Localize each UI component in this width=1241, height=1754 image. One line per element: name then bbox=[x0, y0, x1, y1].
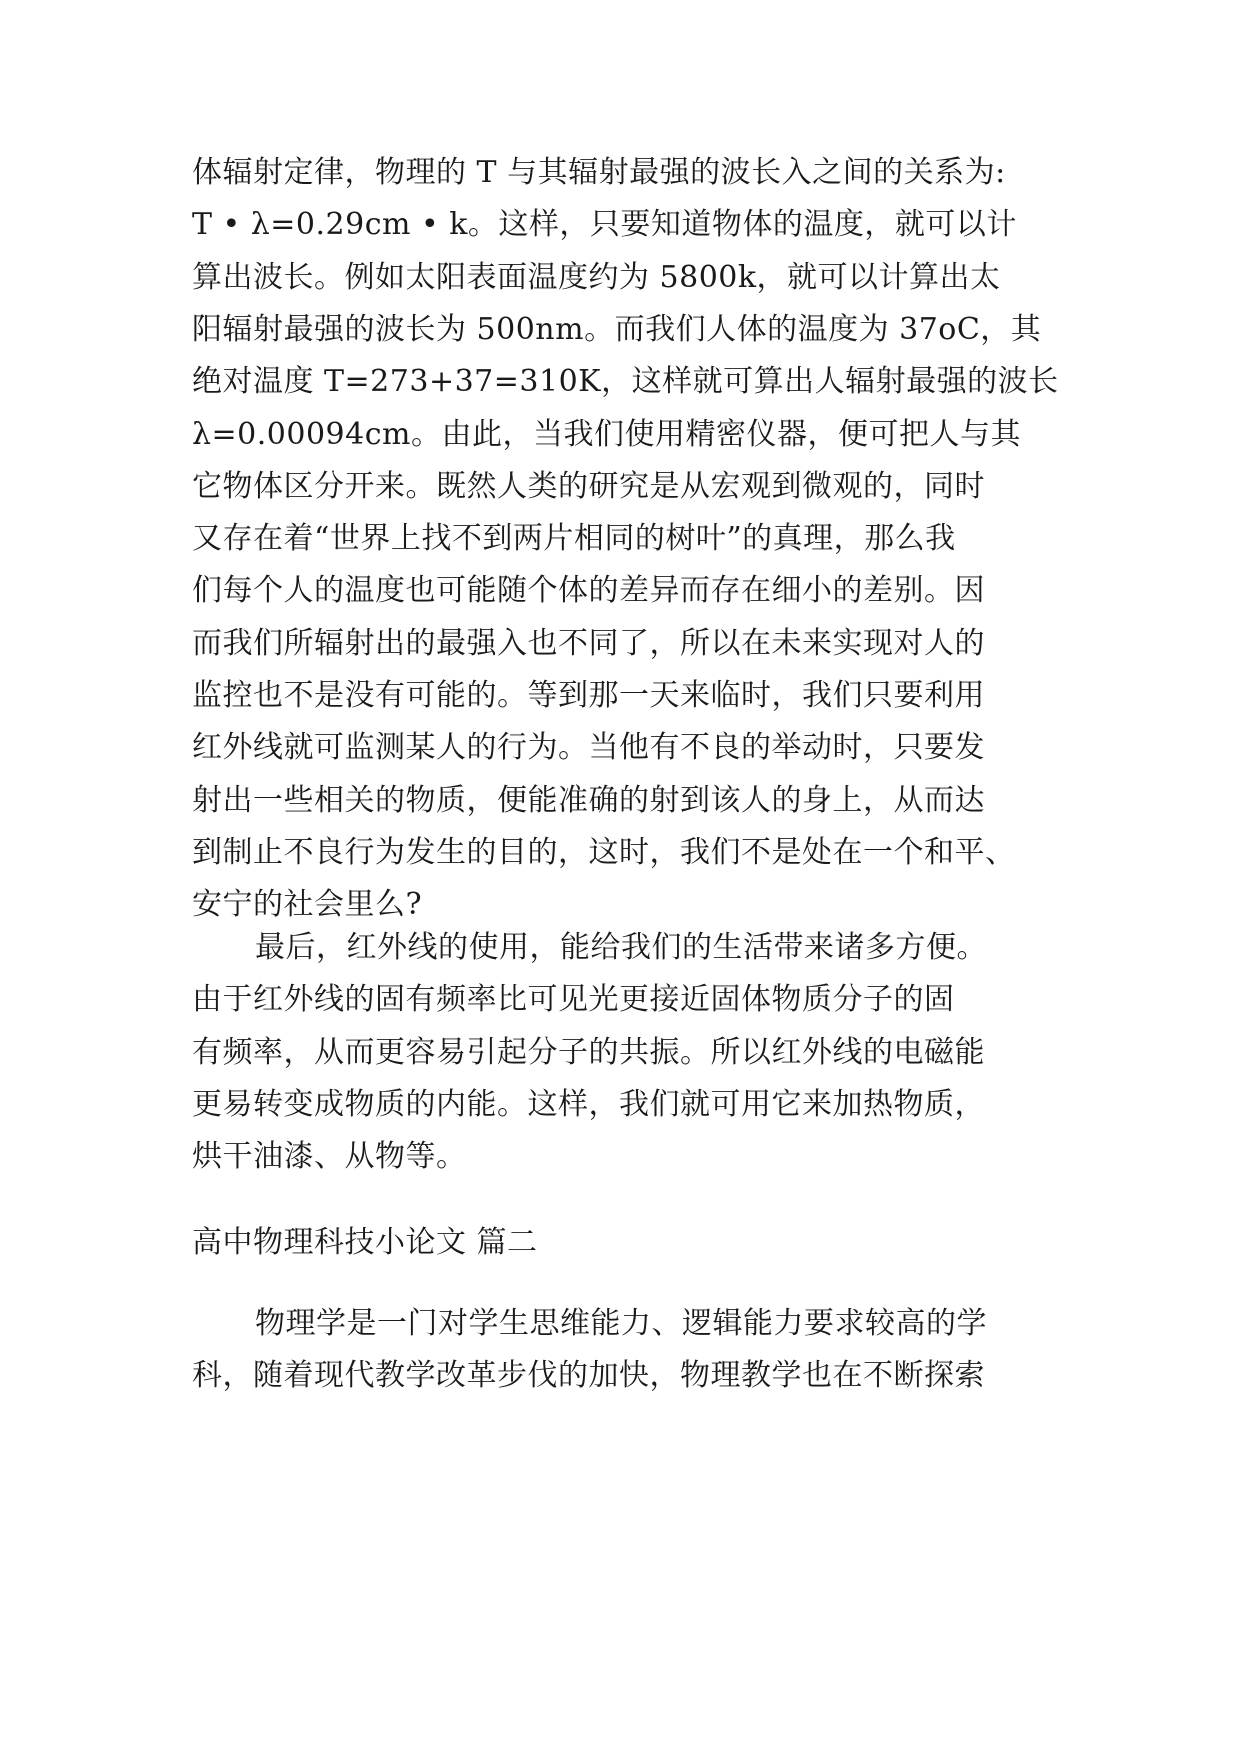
text-line: 算出波长。例如太阳表面温度约为 5800k，就可以计算出太 bbox=[192, 259, 1001, 295]
text-line: 阳辐射最强的波长为 500nm。而我们人体的温度为 37oC，其 bbox=[192, 311, 1042, 347]
text-line: 安宁的社会里么? bbox=[192, 887, 423, 923]
text-line: 射出一些相关的物质，便能准确的射到该人的身上，从而达 bbox=[192, 782, 985, 818]
text-line: 物理学是一门对学生思维能力、逻辑能力要求较高的学 bbox=[255, 1306, 987, 1341]
text-line: 红外线就可监测某人的行为。当他有不良的举动时，只要发 bbox=[192, 730, 985, 766]
text-line: 最后，红外线的使用，能给我们的生活带来诸多方便。 bbox=[255, 930, 987, 965]
text-line: 而我们所辐射出的最强入也不同了，所以在未来实现对人的 bbox=[192, 625, 985, 661]
text-line: 烘干油漆、从物等。 bbox=[192, 1139, 467, 1175]
text-line: 监控也不是没有可能的。等到那一天来临时，我们只要利用 bbox=[192, 678, 985, 713]
text-line: 更易转变成物质的内能。这样，我们就可用它来加热物质， bbox=[192, 1086, 985, 1122]
text-line: 绝对温度 T=273+37=310K，这样就可算出人辐射最强的波长 bbox=[192, 364, 1059, 400]
text-line: 科，随着现代教学改革步伐的加快，物理教学也在不断探索 bbox=[192, 1358, 985, 1394]
text-line: T • λ=0.29cm • k。这样，只要知道物体的温度，就可以计 bbox=[192, 207, 1017, 243]
text-line: 到制止不良行为发生的目的，这时，我们不是处在一个和平、 bbox=[192, 834, 1016, 870]
text-line: 有频率，从而更容易引起分子的共振。所以红外线的电磁能 bbox=[192, 1034, 985, 1070]
text-line: 们每个人的温度也可能随个体的差异而存在细小的差别。因 bbox=[192, 573, 985, 609]
text-line: 又存在着“世界上找不到两片相同的树叶”的真理，那么我 bbox=[192, 521, 956, 557]
section-heading: 高中物理科技小论文 篇二 bbox=[192, 1225, 538, 1260]
text-line: 由于红外线的固有频率比可见光更接近固体物质分子的固 bbox=[192, 982, 955, 1018]
text-line: 体辐射定律，物理的 T 与其辐射最强的波长入之间的关系为: bbox=[192, 155, 1006, 190]
text-line: 它物体区分开来。既然人类的研究是从宏观到微观的，同时 bbox=[192, 468, 985, 504]
text-line: λ=0.00094cm。由此，当我们使用精密仪器，便可把人与其 bbox=[192, 416, 1021, 452]
